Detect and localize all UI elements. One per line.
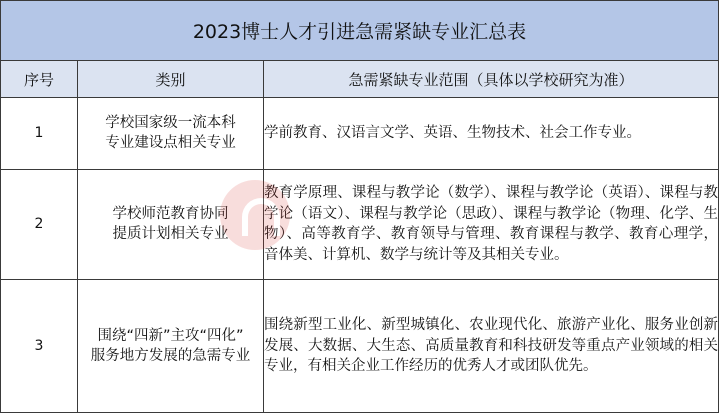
header-row	[1, 61, 719, 98]
category-line: 提质计划相关专业	[112, 226, 229, 243]
category-line: 围绕“四新”主攻“四化”	[97, 327, 244, 344]
table-row	[1, 97, 719, 169]
row-number: 3	[1, 279, 78, 412]
category-line: 学校师范教育协同	[112, 206, 229, 223]
row-number: 2	[1, 169, 78, 279]
table-title: 2023博士人才引进急需紧缺专业汇总表	[1, 1, 719, 61]
header-scope: 急需紧缺专业范围（具体以学校研究为准）	[264, 61, 719, 98]
row-category	[78, 279, 264, 412]
row-scope: 围绕新型工业化、新型城镇化、农业现代化、旅游产业化、服务业创新发展、大数据、大生态、高质量教育和科技研发等重点产业领域的相关专业，有相关企业工作经历的优秀人才或团队优先。	[264, 279, 719, 412]
header-no: 序号	[1, 61, 78, 98]
row-category	[78, 97, 264, 169]
row-scope: 教育学原理、课程与教学论（数学）、课程与教学论（英语）、课程与教学论（语文）、课程与教学论（思政）、课程与教学论（物理、化学、生物）、高等教育学、教育领导与管理、教育课程与教学、教育心理学，音体美、计算机、数学与统计等及其相关专业。	[264, 169, 719, 279]
row-scope: 学前教育、汉语言文学、英语、生物技术、社会工作专业。	[264, 97, 719, 169]
row-category	[78, 169, 264, 279]
header-category: 类别	[78, 61, 264, 98]
table-row	[1, 169, 719, 279]
row-number: 1	[1, 97, 78, 169]
category-line: 服务地方发展的急需专业	[90, 347, 251, 364]
category-line: 专业建设点相关专业	[105, 135, 236, 152]
table-row	[1, 279, 719, 412]
category-line: 学校国家级一流本科	[105, 115, 236, 132]
